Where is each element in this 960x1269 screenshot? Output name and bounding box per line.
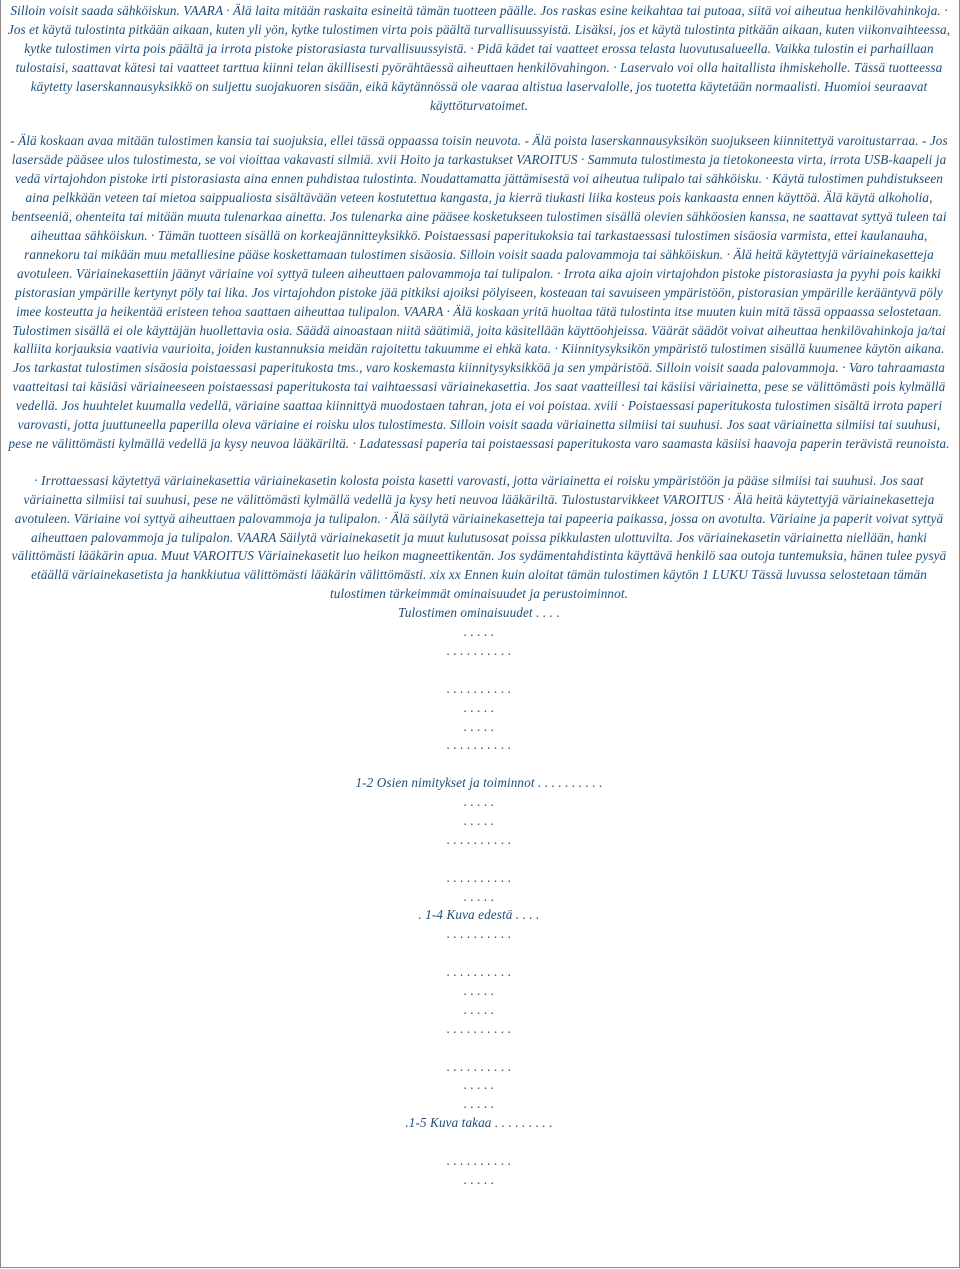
toc-line: . . . . . . . . . . <box>446 1153 512 1169</box>
toc-line: . . . . . <box>463 983 495 998</box>
toc-line <box>6 1039 952 1058</box>
paragraph-gap <box>6 115 952 132</box>
paragraph-gap <box>6 454 952 472</box>
toc-line: . . . . . . . . . . <box>446 926 512 942</box>
toc-line: . . . . . <box>463 718 495 734</box>
toc-line <box>6 661 952 680</box>
toc-line: 1-2 Osien nimitykset ja toiminnot . . . . . . . . . . <box>355 775 603 791</box>
toc-line <box>6 755 952 774</box>
toc-line: . . . . . <box>463 1096 495 1112</box>
toc-line: . . . . . . . . . . <box>446 1058 512 1074</box>
toc-line: . . . . . <box>463 812 495 828</box>
toc-line: .1-5 Kuva takaa . . . . . . . . . <box>405 1115 553 1131</box>
toc-line: . . . . . . . . . . <box>446 964 512 980</box>
toc-line: . . . . . <box>463 888 495 904</box>
toc-line: . . . . . <box>463 1001 495 1017</box>
document-body <box>6 2 952 1190</box>
toc-line: . . . . . . . . . . <box>446 680 512 696</box>
toc-line <box>6 944 952 963</box>
toc-line: . . . . . <box>463 699 495 715</box>
toc-line <box>6 1133 952 1152</box>
toc-line: . . . . . <box>463 794 495 810</box>
toc-line: . . . . . <box>463 1077 495 1093</box>
toc-line: . . . . . <box>463 1171 495 1187</box>
toc-line: Tulostimen ominaisuudet . . . . <box>398 605 560 621</box>
toc-line: . 1-4 Kuva edestä . . . . <box>418 907 540 923</box>
toc-line: . . . . . <box>463 624 495 640</box>
paragraph-maintenance: - Älä koskaan avaa mitään tulostimen kansia tai suojuksia, ellei tässä oppaassa toisin neuvota. - Älä poista laserskannausyksikön suojukseen kiinnitettyä varoitustarraa. - Jos lasersäde pääsee ulos tulostimesta, se voi vioittaa vakavasti silmiä. xvii Hoito ja tarkastukset VAROITUS · Sammuta tulostimesta ja tietokoneesta virta, irrota USB-kaapeli ja vedä virtajohdon pistoke irti pistorasiasta aina ennen puhdistaa tulostinta. Noudattamatta jättämisestä voi aiheutua tulipalo tai sähköisku. · Käytä tulostimen puhdistukseen aina pelkkään veteen tai mietoa saippualiosta sisältävään veteen kostutettua kangasta, ja kierrä tiukasti liika kosteus pois kankaasta ennen käyttöä. Älä käytä alkoholia, bentseeniä, ohenteita tai mitään muuta tulenarkaa ainetta. Jos tulenarka aine pääsee kosketukseen tulostimen sisällä olevien sähköosien kanssa, ne saattavat syttyä tuleen tai aiheuttaa sähköiskun. · Tämän tuotteen sisällä on korkeajännitteyksikkö. Poistaessasi paperitukoksia tai tarkastaessasi tulostimen sisäosia varmista, ettei kaulanauha, rannekoru tai mikään muu metalliesine pääse koskettamaan tulostimen sisäosia. Silloin voisit saada palovammoja tai sähköiskun. · Älä heitä käytettyjä väriainekasetteja avotuleen. Väriainekasettiin jäänyt väriaine voi syttyä tuleen aiheuttaen palovammoja tai tulipalon. · Irrota aika ajoin virtajohdon pistoke pistorasiasta ja pyyhi pois kaikki pistorasian ympärille kertynyt pöly tai lika. Jos virtajohdon pistoke jää pitkiksi ajoiksi pölyiseen, kosteaan tai savuiseen ympäristöön, pistorasian ympärille kerääntyvä pöly imee kosteutta ja heikentää eristeen tehoa saattaen aiheuttaa tulipalon. VAARA · Älä koskaan yritä huoltaa tätä tulostinta itse muuten kuin mitä tässä oppaassa selostetaan. Tulostimen sisällä ei ole käyttäjän huollettavia osia. Säädä ainoastaan niitä säätimiä, joita käsitellään käyttöohjeissa. Väärät säädöt voivat aiheuttaa henkilövahinkoja ja/tai kalliita korjauksia vaativia vaurioita, joiden kustannuksia meidän rajoitettu takuumme ei ehkä kata. · Kiinnitysyksikön ympäristö tulostimen sisällä kuumenee käytön aikana. Jos tarkastat tulostimen sisäosia poistaessasi paperitukosta tms., varo koskemasta kiinnitysyksikköä ja sen ympäristöä. Silloin voisit saada palovammoja. · Varo tahraamasta vaatteitasi tai käsiäsi väriaineeseen poistaessasi paperitukosta tai vaihtaessasi väriainekasettia. Jos saat vaatteillesi tai käsiisi väriainetta, pese se välittömästi pois kylmällä vedellä. Jos huuhtelet kuumalla vedellä, väriaine saattaa kiinnittyä muodostaen tahran, jota ei voi poistaa. xviii · Poistaessasi paperitukosta tulostimen sisältä irrota paperi varovasti, jotta juuttuneella paperilla oleva väriaine ei roisku ulos tulostimesta. Silloin voisit saada väriainetta silmiisi tai suuhusi. Jos saat väriainetta silmiisi tai suuhusi, pese ne välittömästi kylmällä vedellä ja kysy neuvoa lääkäriltä. · Ladatessasi paperia tai poistaessasi paperitukosta varo saamasta käsiisi haavoja paperin terävistä reunoista. <box>8 133 950 451</box>
toc-line: . . . . . . . . . . <box>446 642 512 658</box>
toc-line: . . . . . . . . . . <box>446 869 512 885</box>
table-of-contents <box>6 604 952 1190</box>
paragraph-safety-intro: Silloin voisit saada sähköiskun. VAARA · Älä laita mitään raskaita esineitä tämän tuotteen päälle. Jos raskas esine keikahtaa tai putoaa, siitä voi aiheutua henkilövahinkoja. · Jos et käytä tulostinta pitkään aikaan, kuten yli yön, kytke tulostimen virta pois päältä turvallisuussyistä. Lisäksi, jos et käytä tulostinta pitkään aikaan, kuten viikonvaihteessa, kytke tulostimen virta pois päältä ja irrota pistoke pistorasiasta turvallisuussyistä. · Pidä kädet tai vaatteet erossa telasta luovutusalueella. Vaikka tulostin ei parhaillaan tulostaisi, saattavat kätesi tai vaatteet tarttua kiinni telan äkillisesti pyörähtäessä aiheuttaen henkilövahingon. · Laservalo voi olla haitallista ihmiskeholle. Tässä tuotteessa käytetty laserskannausyksikkö on suljettu suojakuoren sisään, eikä käytännössä ole vaaraa altistua laservalolle, jos tuotetta käytetään normaalisti. Huomioi seuraavat käyttöturvatoimet. <box>7 3 951 113</box>
toc-line: . . . . . . . . . . <box>446 831 512 847</box>
toc-line: . . . . . . . . . . <box>446 1020 512 1036</box>
toc-line <box>6 850 952 869</box>
paragraph-supplies: · Irrottaessasi käytettyä väriainekasettia väriainekasetin kolosta poista kasetti varovasti, jotta väriainetta ei roisku ympäristöön ja pääse silmiisi tai suuhusi. Jos saat väriainetta silmiisi tai suuhusi, pese ne välittömästi kylmällä vedellä ja kysy heti neuvoa lääkäriltä. Tulostustarvikkeet VAROITUS · Älä heitä käytettyjä väriainekasetteja avotuleen. Väriaine voi syttyä aiheuttaen palovammoja ja tulipalon. · Älä säilytä väriainekasetteja tai papeeria paikassa, jossa on avotulta. Väriaine ja paperit voivat syttyä aiheuttaen palovammoja ja tulipalon. VAARA Säilytä väriainekasetit ja muut kulutusosat poissa pikkulasten ulottuvilta. Jos väriainekasetin väriainetta niellään, hanki välittömästi lääkärin apua. Muut VAROITUS Väriainekasetit luo heikon magneettikentän. Jos sydämentahdistinta käyttävä henkilö saa outoja tuntemuksia, hänen tulee pysyä etäällä väriainekasetista ja hankkiutua välittömästi lääkärin välittömästi. xix xx Ennen kuin aloitat tämän tulostimen käytön 1 LUKU Tässä luvussa selostetaan tämän tulostimen tärkeimmät ominaisuudet ja perustoiminnot. <box>11 472 947 602</box>
toc-line: . . . . . . . . . . <box>446 737 512 753</box>
